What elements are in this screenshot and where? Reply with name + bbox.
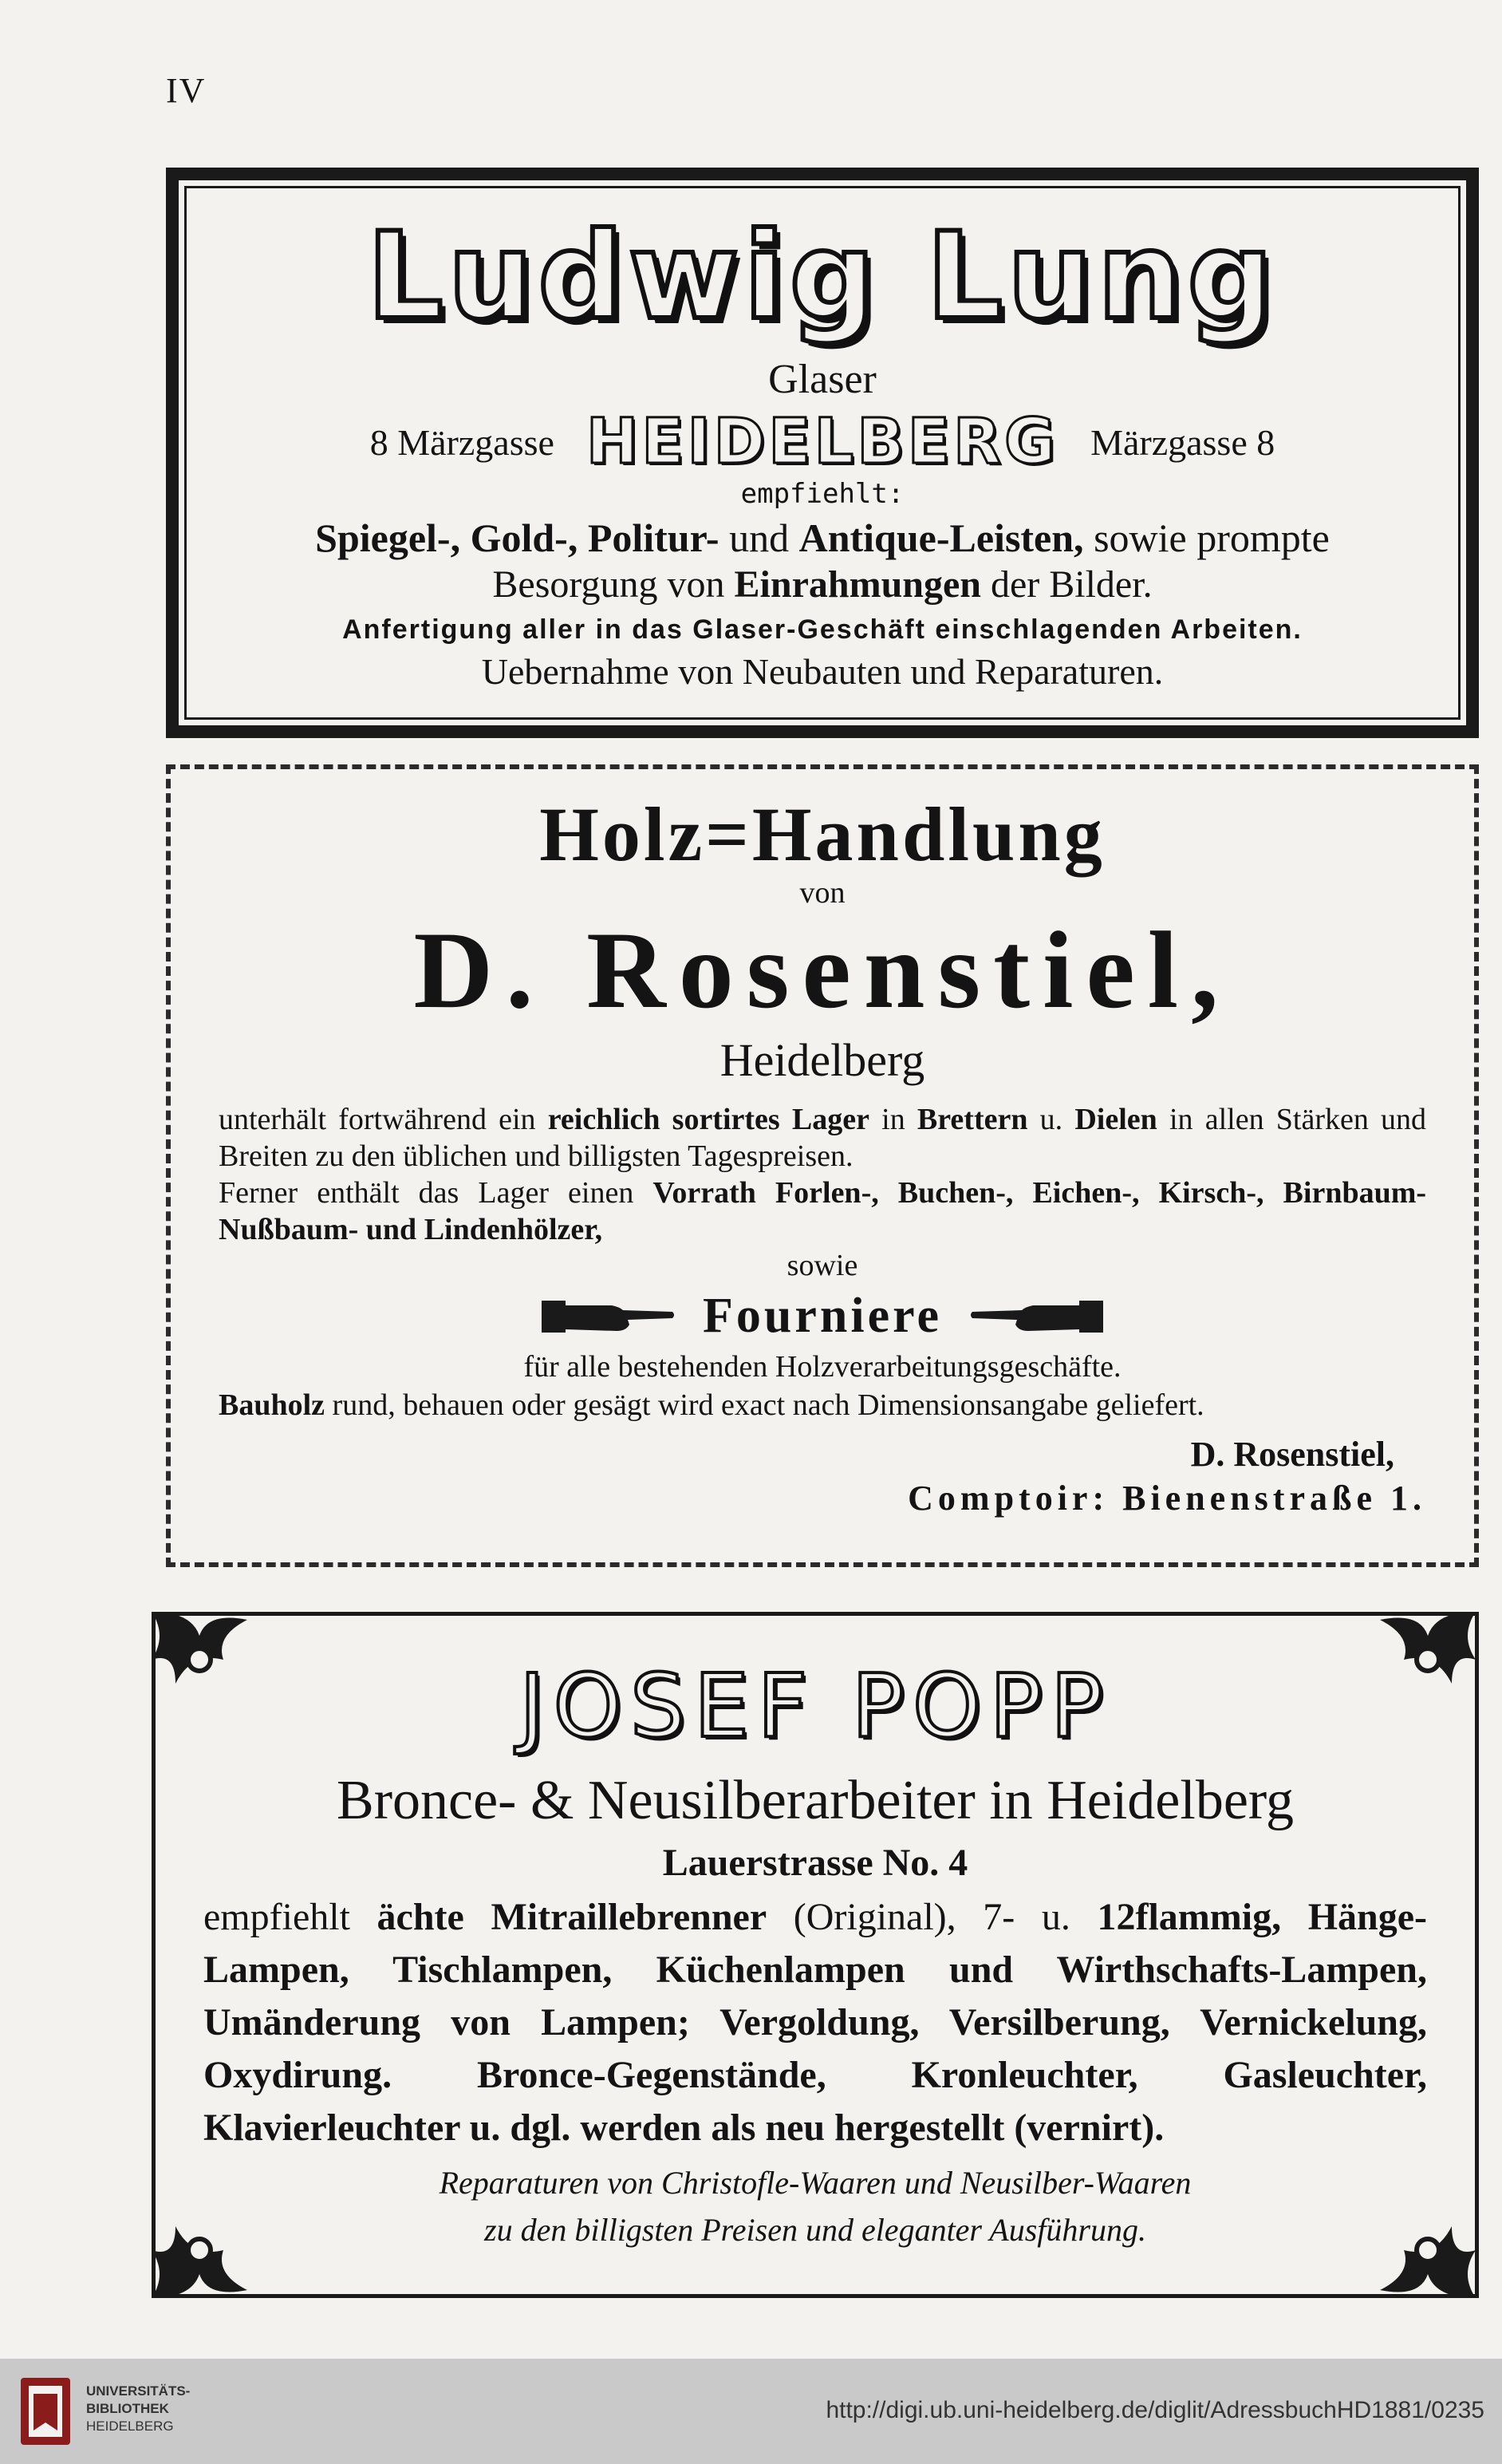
footer-institution-line1: UNIVERSITÄTS- xyxy=(86,2383,191,2399)
ad-holz-sowie: sowie xyxy=(786,1249,858,1282)
ad-holz-p1-f: Dielen xyxy=(1074,1103,1157,1136)
ad-popp-name: JOSEF POPP xyxy=(518,1655,1112,1757)
ad-popp-body xyxy=(203,1891,1427,2154)
pointing-hand-left-icon xyxy=(969,1293,1105,1341)
ad-lung-line1-leisten: Antique-Leisten, xyxy=(798,515,1084,560)
ad-holz-signature: D. Rosenstiel, xyxy=(1190,1435,1394,1474)
ad-popp-body-b: ächte Mitraillebrenner xyxy=(376,1896,767,1938)
corner-ornament-top-left-icon xyxy=(144,1604,255,1716)
corner-ornament-bottom-right-icon xyxy=(1372,2194,1484,2306)
ad-holz-p1-e: u. xyxy=(1039,1103,1063,1136)
ad-holz-owner: D. Rosenstiel, xyxy=(413,909,1232,1031)
page-number: IV xyxy=(166,71,207,110)
ad-holz-paragraph-1 xyxy=(219,1101,1426,1175)
ad-lung-line4: Uebernahme von Neubauten und Reparaturen. xyxy=(481,651,1164,692)
ad-popp-profession: Bronce- & Neusilberarbeiter in Heidelberg xyxy=(337,1770,1294,1831)
ad-popp-address: Lauerstrasse No. 4 xyxy=(662,1842,968,1884)
ad-popp-body-d: 12flammig, Hänge-Lampen, Tischlampen, Küchenlampen und Wirthschafts-Lampen, Umänderung von Lampen; Vergoldung, Versilberung, Vernickelung, Oxydirung. Bronce-Gegenstände, Kronleuchter, Gasleuchter, Klavierleuchter u. dgl. werden als neu hergestellt (vernirt). xyxy=(203,1896,1428,2149)
footer-institution-line3: HEIDELBERG xyxy=(86,2419,174,2434)
ad-lung-line2-c: der Bilder. xyxy=(990,563,1153,606)
corner-ornament-bottom-left-icon xyxy=(144,2194,255,2306)
ad-lung-address-right: Märzgasse 8 xyxy=(1090,421,1275,463)
ad-lung-address-line xyxy=(211,406,1434,478)
ad-lung-city: HEIDELBERG xyxy=(585,406,1059,478)
ad-holz-title: Holz=Handlung xyxy=(539,792,1106,877)
ad-lung-name: Ludwig Lung xyxy=(367,207,1278,346)
footer-bar xyxy=(0,2359,1502,2464)
pointing-hand-right-icon xyxy=(540,1293,676,1341)
ad-holz-comptoir: Comptoir: Bienenstraße 1. xyxy=(908,1479,1426,1518)
ad-holz-fourniere: Fourniere xyxy=(702,1289,942,1343)
ad-popp-repair-line1: Reparaturen von Christofle-Waaren und Neusilber-Waaren xyxy=(439,2165,1192,2201)
ad-holz-paragraph-2 xyxy=(219,1175,1426,1248)
ad-lung-line2-a: Besorgung von xyxy=(492,563,725,606)
ad-lung-line1-und: und xyxy=(729,515,790,560)
ad-lung-address-left: 8 Märzgasse xyxy=(369,421,554,463)
footer-url-link[interactable]: http://digi.ub.uni-heidelberg.de/diglit/AdressbuchHD1881/0235 xyxy=(826,2397,1484,2423)
ad-holz-p3: für alle bestehenden Holzverarbeitungsgeschäfte. xyxy=(523,1350,1122,1384)
ad-lung-line2 xyxy=(211,563,1434,606)
ad-holz-p1-b: reichlich sortirtes Lager xyxy=(547,1103,869,1136)
footer-institution xyxy=(86,2383,190,2435)
ad-holz-p4-b: rund, behauen oder gesägt wird exact nach Dimensionsangabe geliefert. xyxy=(332,1388,1204,1422)
ad-lung-recommends: empfiehlt: xyxy=(740,478,905,510)
ad-holz-von: von xyxy=(799,876,846,910)
ad-lung-line1-rest: sowie prompte xyxy=(1094,515,1330,560)
ad-lung-line1-products: Spiegel-, Gold-, Politur- xyxy=(315,515,719,560)
ad-holz-fourniere-row xyxy=(219,1288,1426,1345)
ad-holz-p2-a: Ferner enthält das Lager einen xyxy=(219,1176,634,1210)
ad-lung-profession: Glaser xyxy=(768,357,877,402)
ad-holz-handlung xyxy=(166,764,1479,1567)
ad-holz-p4-a: Bauholz xyxy=(219,1388,325,1422)
ad-lung-line1 xyxy=(211,515,1434,561)
ad-holz-p2-b: Vorrath Forlen-, Buchen-, Eichen-, Kirsch-, Birnbaum- Nußbaum- und Lindenhölzer, xyxy=(219,1176,1427,1246)
ad-holz-p4 xyxy=(219,1388,1426,1423)
ad-holz-p1-c: in xyxy=(881,1103,905,1136)
university-seal-icon xyxy=(18,2375,73,2448)
ad-popp-repair-line2: zu den billigsten Preisen und eleganter Ausführung. xyxy=(484,2212,1146,2248)
ad-holz-p1-a: unterhält fortwährend ein xyxy=(219,1103,536,1136)
ad-holz-city: Heidelberg xyxy=(719,1034,925,1086)
corner-ornament-top-right-icon xyxy=(1372,1604,1484,1716)
ad-josef-popp xyxy=(152,1612,1479,2298)
ad-lung-line2-b: Einrahmungen xyxy=(734,563,981,606)
ad-popp-body-a: empfiehlt xyxy=(203,1896,350,1938)
ad-ludwig-lung xyxy=(166,168,1479,738)
footer-institution-line2: BIBLIOTHEK xyxy=(86,2401,169,2416)
ad-lung-line3: Anfertigung aller in das Glaser-Geschäft einschlagenden Arbeiten. xyxy=(342,614,1303,645)
ad-holz-p1-g: in allen Stärken und Breiten zu den üblichen und billigsten Tagespreisen. xyxy=(219,1103,1427,1173)
ad-holz-p1-d: Brettern xyxy=(917,1103,1028,1136)
ad-popp-body-c: (Original), 7- u. xyxy=(793,1896,1070,1938)
